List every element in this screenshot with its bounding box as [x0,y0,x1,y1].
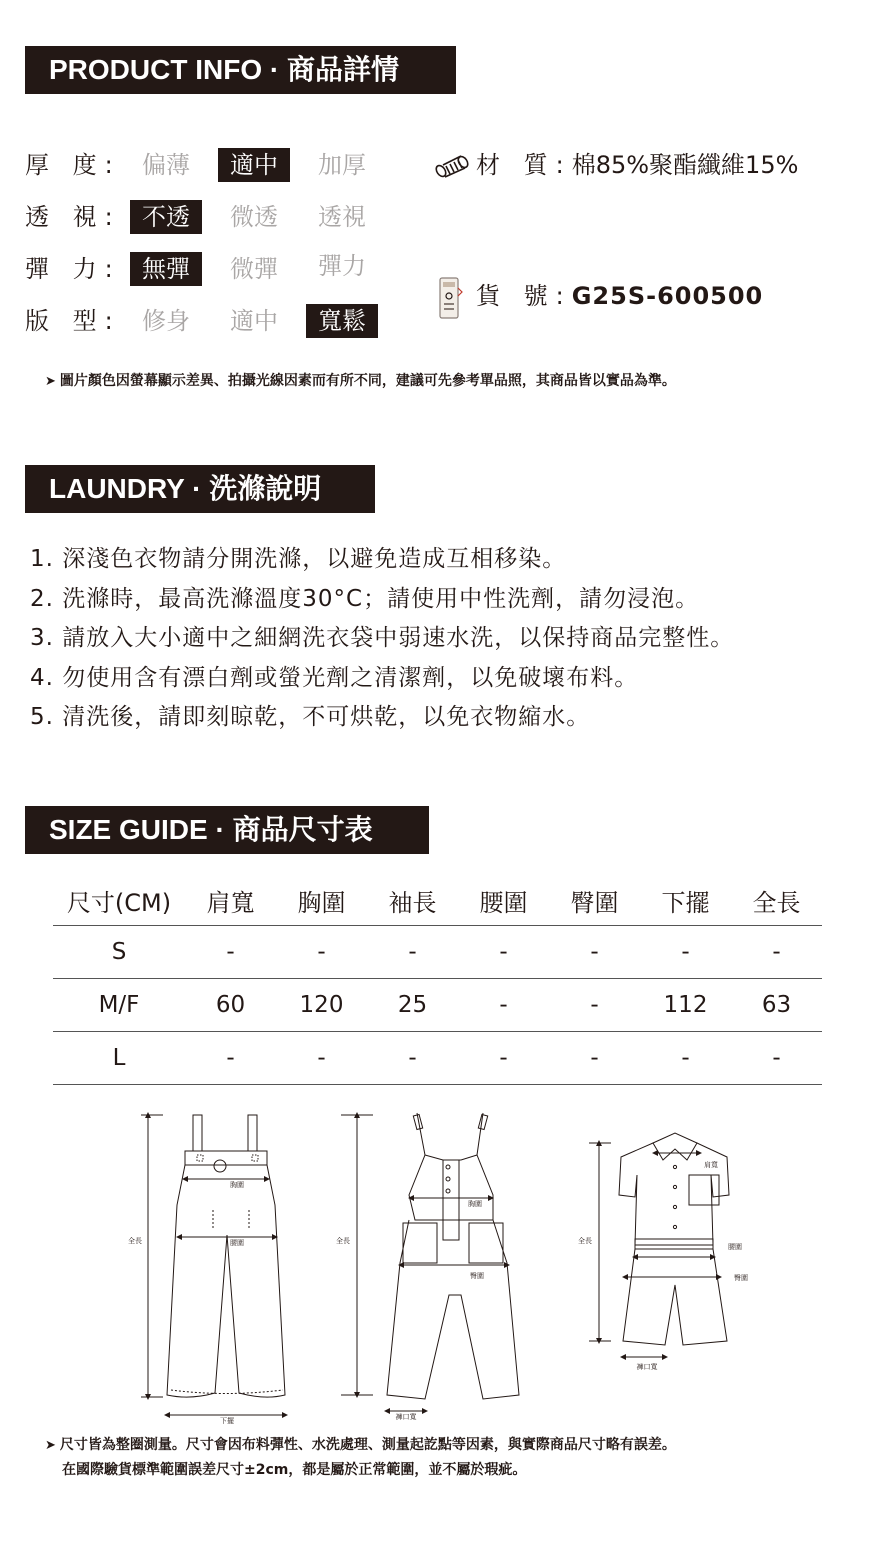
list-item: 3. 請放入大小適中之細網洗衣袋中弱速水洗，以保持商品完整性。 [30,625,735,651]
table-cell: - [276,1032,367,1085]
table-cell: - [731,1032,822,1085]
option-slight-stretch: 微彈 [230,255,278,283]
table-header-row [53,875,822,926]
list-item: 5. 清洗後，請即刻晾乾，不可烘乾，以免衣物縮水。 [30,704,591,730]
size-table [53,875,822,1085]
attr-label: 厚 度: [25,151,121,179]
size-disclaimer [45,1433,676,1482]
table-cell: - [640,926,731,979]
option-stretch: 彈力 [318,252,366,280]
table-cell: - [731,926,822,979]
table-cell: 120 [276,979,367,1032]
table-cell: 63 [731,979,822,1032]
list-item: 2. 洗滌時，最高洗滌溫度30°C；請使用中性洗劑，請勿浸泡。 [30,585,700,612]
label-hip: 臀圍 [470,1272,484,1280]
label-shoulder: 肩寬 [704,1161,718,1169]
table-cell: - [276,926,367,979]
column-header: 下擺 [640,875,731,926]
option-opaque-selected: 不透 [130,200,202,234]
color-disclaimer-text: 圖片顏色因螢幕顯示差異、拍攝光線因素而有所不同，建議可先參考單品照，其商品皆以實品為準。 [59,373,676,389]
table-cell: - [185,926,276,979]
table-row [53,926,822,979]
table-cell: S [53,926,185,979]
tag-label-icon [438,276,464,320]
attr-row-thickness [25,147,395,183]
wide-overalls-sketch [141,1115,285,1415]
size-guide-header: SIZE GUIDE · 商品尺寸表 [25,806,429,854]
size-disclaimer-line-2: 在國際驗貨標準範圍誤差尺寸±2cm，都是屬於正常範圍，並不屬於瑕疵。 [62,1462,527,1478]
label-chest: 胸圍 [468,1200,482,1208]
option-slim: 修身 [142,307,190,335]
table-row [53,1032,822,1085]
laundry-header: LAUNDRY · 洗滌說明 [25,465,375,513]
label-leg-opening: 褲口寬 [636,1363,658,1371]
table-cell: - [549,979,640,1032]
label-chest: 胸圍 [230,1181,244,1189]
table-cell: - [549,1032,640,1085]
label-waist: 腰圍 [728,1243,742,1251]
attr-label: 版 型: [25,307,121,335]
attr-label: 彈 力: [25,255,121,283]
column-header: 腰圍 [458,875,549,926]
size-note-text-1: 尺寸皆為整圈測量。尺寸會因布料彈性、水洗處理、測量起訖點等因素，與實際商品尺寸略有誤差。 [59,1437,676,1453]
material-value: 棉85%聚酯纖維15% [571,151,799,179]
column-header: 袖長 [367,875,458,926]
table-cell: 112 [640,979,731,1032]
label-leg-opening: 褲口寬 [395,1413,417,1421]
option-thick: 加厚 [318,151,366,179]
table-cell: 25 [367,979,458,1032]
laundry-list [30,540,734,738]
measurement-diagrams [115,1105,755,1425]
arrow-bullet-icon: ➤ [45,374,56,389]
table-cell: - [640,1032,731,1085]
option-medium-selected: 適中 [218,148,290,182]
option-regular: 適中 [230,307,278,335]
item-code-spec [476,278,763,314]
attr-label: 透 視: [25,203,121,231]
table-cell: - [367,926,458,979]
arrow-bullet-icon: ➤ [45,1438,56,1453]
option-no-stretch-selected: 無彈 [130,252,202,286]
table-cell: - [458,926,549,979]
table-cell: M/F [53,979,185,1032]
table-cell: - [549,926,640,979]
material-spec [476,147,798,183]
column-header: 胸圍 [276,875,367,926]
option-thin: 偏薄 [142,151,190,179]
option-loose-selected: 寬鬆 [306,304,378,338]
thread-spool-icon [435,153,471,181]
table-cell: - [367,1032,458,1085]
tapered-overalls-sketch [341,1113,519,1411]
label-waist: 腰圍 [230,1239,244,1247]
product-info-header: PRODUCT INFO · 商品詳情 [25,46,456,94]
table-cell: - [458,979,549,1032]
material-label: 材 質: [476,151,572,179]
label-full-length: 全長 [578,1237,592,1245]
list-item: 4. 勿使用含有漂白劑或螢光劑之清潔劑，以免破壞布料。 [30,664,639,691]
column-header: 尺寸(CM) [53,875,185,926]
item-code-label: 貨 號: [476,282,572,310]
attr-row-fit [25,303,395,339]
label-full-length: 全長 [336,1237,350,1245]
attr-row-stretch [25,251,395,287]
label-hem: 下擺 [220,1417,234,1425]
column-header: 臀圍 [549,875,640,926]
label-hip: 臀圍 [734,1274,748,1282]
table-row [53,979,822,1032]
column-header: 全長 [731,875,822,926]
list-item: 1. 深淺色衣物請分開洗滌，以避免造成互相移染。 [30,546,567,572]
size-disclaimer-line-1 [45,1433,676,1458]
color-disclaimer [45,370,676,393]
attr-row-sheerness [25,199,395,235]
column-header: 肩寬 [185,875,276,926]
table-cell: - [458,1032,549,1085]
label-full-length: 全長 [128,1237,142,1245]
table-cell: L [53,1032,185,1085]
table-cell: - [185,1032,276,1085]
table-cell: 60 [185,979,276,1032]
option-slightly-sheer: 微透 [230,203,278,231]
item-code-value: G25S-600500 [571,282,764,310]
option-sheer: 透視 [318,203,366,231]
